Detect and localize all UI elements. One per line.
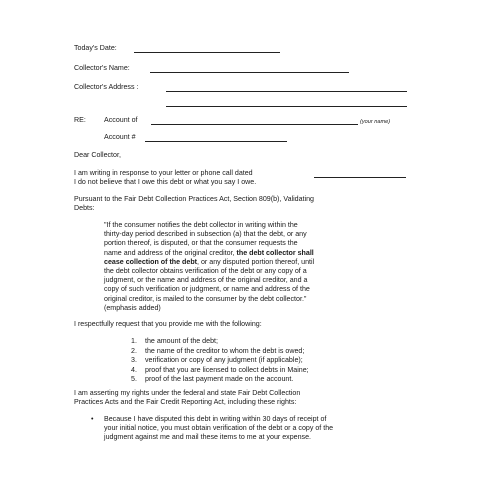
quote-line: copy of such verification or judgment, or name and address of the bbox=[104, 285, 310, 294]
bullet-text bbox=[104, 415, 333, 443]
date-blank[interactable] bbox=[134, 52, 280, 53]
collector-address-blank-1[interactable] bbox=[166, 91, 407, 92]
emphasis-text: cease collection of the debt bbox=[104, 257, 198, 266]
bullet-line: Because I have disputed this debt in writing within 30 days of receipt of bbox=[104, 415, 327, 423]
bullet-line: judgment against me and mail these items to me at your expense. bbox=[104, 433, 312, 442]
date-label: Today's Date: bbox=[74, 44, 117, 52]
quote-line: the debt collector obtains verification of the debt or any copy of a bbox=[104, 267, 307, 276]
intro-line-2: I do not believe that I owe this debt or what you say I owe. bbox=[74, 178, 257, 186]
request-list bbox=[131, 337, 309, 385]
quote-line: portion thereof, is disputed, or that the consumer requests the bbox=[104, 239, 298, 248]
salutation: Dear Collector, bbox=[74, 151, 121, 159]
list-item: 3. verification or copy of any judgment (if applicable); bbox=[131, 356, 303, 365]
asserting-line-2: Practices Acts and the Fair Credit Reporting Act, including these rights: bbox=[74, 398, 297, 406]
bullet-line: your initial notice, you must obtain verification of the debt or a copy of the bbox=[104, 424, 334, 433]
your-name-hint: (your name) bbox=[360, 119, 391, 125]
collector-address-label: Collector's Address : bbox=[74, 83, 139, 91]
pursuant-line-1: Pursuant to the Fair Debt Collection Practices Act, Section 809(b), Validating bbox=[74, 195, 314, 203]
account-number-blank[interactable] bbox=[145, 141, 287, 142]
collector-name-label: Collector's Name: bbox=[74, 64, 130, 72]
account-of-label: Account of bbox=[104, 116, 138, 124]
intro-line-1: I am writing in response to your letter or phone call dated bbox=[74, 169, 253, 177]
list-item: 1. the amount of the debt; bbox=[131, 337, 218, 345]
quote-line: judgment, or the name and address of the original creditor, and a bbox=[104, 276, 308, 285]
account-number-label: Account # bbox=[104, 133, 136, 141]
list-item: 2. the name of the creditor to whom the debt is owed; bbox=[131, 346, 305, 355]
emphasis-text: the debt collector shall bbox=[234, 248, 314, 257]
quote-line: name and address of the original creditor, the debt collector shall bbox=[104, 248, 314, 257]
list-item: 4. proof that you are licensed to collect debts in Maine; bbox=[131, 365, 309, 374]
pursuant-line-2: Debts: bbox=[74, 204, 95, 212]
collector-address-blank-2[interactable] bbox=[166, 106, 407, 107]
quote-line: original creditor, is mailed to the consumer by the debt collector." bbox=[104, 294, 307, 303]
asserting-line-1: I am asserting my rights under the federal and state Fair Debt Collection bbox=[74, 389, 301, 397]
quote-line: "If the consumer notifies the debt collector in writing within the bbox=[104, 221, 298, 229]
bullet-icon: • bbox=[91, 415, 94, 423]
account-of-blank[interactable] bbox=[151, 124, 358, 125]
collector-name-blank[interactable] bbox=[150, 72, 349, 73]
list-item: 5. proof of the last payment made on the account. bbox=[131, 375, 294, 384]
quote-line: (emphasis added) bbox=[104, 303, 161, 312]
re-label: RE: bbox=[74, 116, 86, 124]
quote-line: thirty-day period described in subsection (a) that the debt, or any bbox=[104, 230, 307, 239]
request-line: I respectfully request that you provide me with the following: bbox=[74, 320, 262, 328]
statute-quote bbox=[104, 221, 314, 313]
letter-date-blank[interactable] bbox=[314, 177, 406, 178]
quote-line: cease collection of the debt, or any disputed portion thereof, until bbox=[104, 257, 315, 266]
